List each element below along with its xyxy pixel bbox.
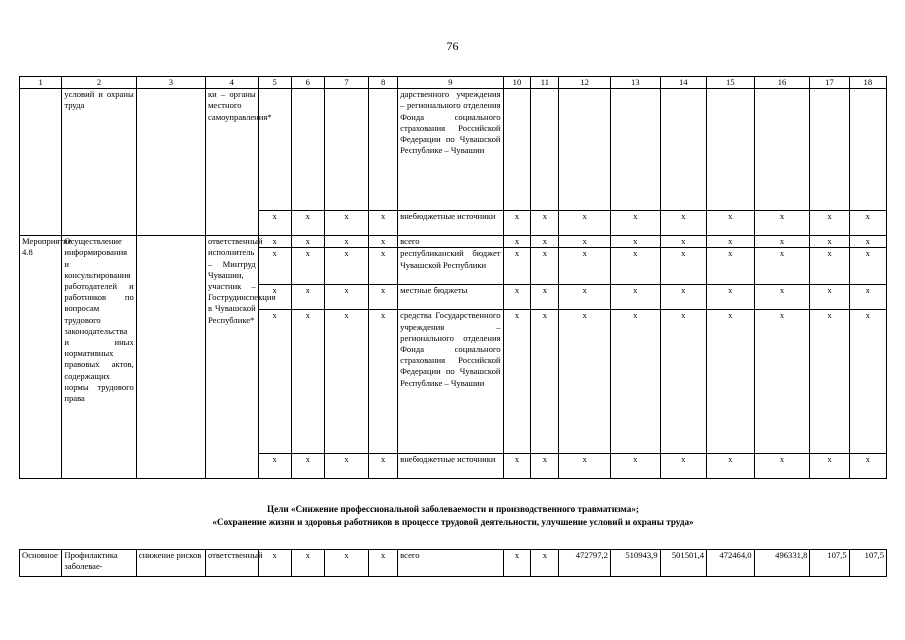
cell-x: x bbox=[258, 550, 291, 577]
cell-x: x bbox=[559, 454, 611, 479]
cell-executor: ки – органы местного самоуправления* bbox=[205, 89, 258, 236]
cell-x: x bbox=[258, 285, 291, 310]
cell-x: x bbox=[660, 310, 707, 454]
cell-x: x bbox=[810, 310, 849, 454]
page-number: 76 bbox=[446, 39, 459, 53]
cell-goal: снижение рисков bbox=[136, 550, 205, 577]
col-num: 8 bbox=[369, 77, 398, 89]
cell-x: x bbox=[559, 285, 611, 310]
cell-x: x bbox=[754, 454, 810, 479]
col-num: 7 bbox=[324, 77, 368, 89]
cell-task: Осуществление информирования и консультирования работодателей и работников по вопросам трудового законодательства и иных нормативных правовых актов, содержащих нормы трудового права bbox=[62, 236, 136, 479]
cell-x: x bbox=[324, 550, 368, 577]
cell-x: x bbox=[324, 236, 368, 248]
cell-x: x bbox=[369, 550, 398, 577]
cell-x: x bbox=[810, 211, 849, 236]
cell-x: x bbox=[559, 236, 611, 248]
cell bbox=[707, 89, 755, 211]
cell-x: x bbox=[369, 310, 398, 454]
cell-x: x bbox=[291, 248, 324, 285]
cell-x: x bbox=[754, 285, 810, 310]
cell bbox=[810, 89, 849, 211]
col-num: 15 bbox=[707, 77, 755, 89]
col-num: 10 bbox=[503, 77, 531, 89]
cell-executor: ответственный исполнитель – Минтруд Чувашии, участник – Гострудинспекция в Чувашской Республике* bbox=[205, 236, 258, 479]
table-row bbox=[20, 89, 887, 211]
cell-x: x bbox=[849, 248, 886, 285]
cell-executor: ответственный bbox=[205, 550, 258, 577]
cell-value: 107,5 bbox=[849, 550, 886, 577]
cell-x: x bbox=[754, 248, 810, 285]
cell-x: x bbox=[660, 236, 707, 248]
cell-measure: Мероприятие 4.8 bbox=[20, 236, 62, 479]
col-num: 14 bbox=[660, 77, 707, 89]
cell-x: x bbox=[503, 550, 531, 577]
cell bbox=[660, 89, 707, 211]
cell-x: x bbox=[291, 211, 324, 236]
cell-measure: Основное bbox=[20, 550, 62, 577]
cell bbox=[324, 89, 368, 211]
col-num: 3 bbox=[136, 77, 205, 89]
cell-x: x bbox=[754, 236, 810, 248]
table-row bbox=[20, 550, 887, 577]
cell-x: x bbox=[369, 454, 398, 479]
goal-line-2: «Сохранение жизни и здоровья работников в процессе трудовой деятельности, улучшение условий и охраны труда» bbox=[212, 516, 694, 527]
cell-x: x bbox=[610, 310, 660, 454]
cell-x: x bbox=[503, 211, 531, 236]
cell-x: x bbox=[707, 310, 755, 454]
cell-x: x bbox=[660, 248, 707, 285]
cell-task: условий и охраны труда bbox=[62, 89, 136, 236]
cell bbox=[291, 89, 324, 211]
cell-x: x bbox=[660, 211, 707, 236]
cell-x: x bbox=[324, 310, 368, 454]
cell-x: x bbox=[559, 211, 611, 236]
cell-value: 496331,8 bbox=[754, 550, 810, 577]
cell-x: x bbox=[503, 236, 531, 248]
cell-task: Профилактика заболевае- bbox=[62, 550, 136, 577]
cell-x: x bbox=[610, 236, 660, 248]
col-num: 11 bbox=[531, 77, 559, 89]
cell bbox=[503, 89, 531, 211]
cell-x: x bbox=[610, 248, 660, 285]
cell-x: x bbox=[324, 285, 368, 310]
cell-x: x bbox=[503, 454, 531, 479]
cell-x: x bbox=[369, 211, 398, 236]
cell-x: x bbox=[291, 454, 324, 479]
cell bbox=[136, 89, 205, 236]
cell bbox=[531, 89, 559, 211]
cell-x: x bbox=[531, 236, 559, 248]
cell-x: x bbox=[503, 248, 531, 285]
cell-x: x bbox=[369, 248, 398, 285]
cell-x: x bbox=[324, 211, 368, 236]
col-num: 9 bbox=[398, 77, 503, 89]
cell-x: x bbox=[531, 310, 559, 454]
cell bbox=[369, 89, 398, 211]
cell-x: x bbox=[258, 248, 291, 285]
cell-x: x bbox=[369, 236, 398, 248]
cell-x: x bbox=[258, 211, 291, 236]
cell-source: внебюджетные источники bbox=[398, 211, 503, 236]
cell-value: 472797,2 bbox=[559, 550, 611, 577]
cell-x: x bbox=[369, 285, 398, 310]
cell-source: средства Государственного учреждения – регионального отделения Фонда социального страхования Российской Федерации по Чувашской Республике – Чувашии bbox=[398, 310, 503, 454]
cell-x: x bbox=[324, 248, 368, 285]
col-num: 6 bbox=[291, 77, 324, 89]
cell-x: x bbox=[258, 310, 291, 454]
cell-x: x bbox=[810, 454, 849, 479]
cell-source: республиканский бюджет Чувашской Республики bbox=[398, 248, 503, 285]
cell-x: x bbox=[810, 248, 849, 285]
cell-x: x bbox=[559, 310, 611, 454]
cell bbox=[849, 89, 886, 211]
goal-line-1: Цели «Снижение профессиональной заболеваемости и производственного травматизма»; bbox=[266, 504, 639, 514]
cell-x: x bbox=[660, 285, 707, 310]
cell-source: всего bbox=[398, 236, 503, 248]
cell-source: внебюджетные источники bbox=[398, 454, 503, 479]
col-num: 1 bbox=[20, 77, 62, 89]
cell-x: x bbox=[610, 211, 660, 236]
cell-source: местные бюджеты bbox=[398, 285, 503, 310]
cell-x: x bbox=[531, 454, 559, 479]
cell-x: x bbox=[610, 454, 660, 479]
cell-x: x bbox=[849, 310, 886, 454]
column-number-row bbox=[20, 77, 887, 89]
cell-x: x bbox=[503, 310, 531, 454]
cell-x: x bbox=[531, 550, 559, 577]
cell-x: x bbox=[707, 248, 755, 285]
cell-value: 501501,4 bbox=[660, 550, 707, 577]
cell bbox=[559, 89, 611, 211]
cell bbox=[136, 236, 205, 479]
cell-source: всего bbox=[398, 550, 503, 577]
cell-x: x bbox=[531, 248, 559, 285]
cell-x: x bbox=[258, 454, 291, 479]
cell-x: x bbox=[531, 285, 559, 310]
cell-x: x bbox=[849, 454, 886, 479]
cell-x: x bbox=[660, 454, 707, 479]
cell bbox=[610, 89, 660, 211]
col-num: 17 bbox=[810, 77, 849, 89]
program-table-next bbox=[19, 549, 887, 577]
cell-x: x bbox=[291, 550, 324, 577]
cell bbox=[754, 89, 810, 211]
col-num: 2 bbox=[62, 77, 136, 89]
cell-source: дарственного учреждения – регионального отделения Фонда социального страхования Российской Федерации по Чувашской Республике – Чувашии bbox=[398, 89, 503, 211]
cell-x: x bbox=[707, 211, 755, 236]
cell-x: x bbox=[291, 285, 324, 310]
cell-value: 510943,9 bbox=[610, 550, 660, 577]
cell-x: x bbox=[849, 211, 886, 236]
cell-value: 472464,0 bbox=[707, 550, 755, 577]
cell-x: x bbox=[707, 285, 755, 310]
col-num: 5 bbox=[258, 77, 291, 89]
cell-x: x bbox=[810, 236, 849, 248]
cell-x: x bbox=[324, 454, 368, 479]
col-num: 18 bbox=[849, 77, 886, 89]
cell-x: x bbox=[810, 285, 849, 310]
cell-x: x bbox=[849, 285, 886, 310]
col-num: 16 bbox=[754, 77, 810, 89]
cell-x: x bbox=[707, 454, 755, 479]
cell-value: 107,5 bbox=[810, 550, 849, 577]
cell-x: x bbox=[503, 285, 531, 310]
cell-x: x bbox=[258, 236, 291, 248]
cell-x: x bbox=[754, 310, 810, 454]
cell-x: x bbox=[291, 236, 324, 248]
cell-x: x bbox=[849, 236, 886, 248]
col-num: 13 bbox=[610, 77, 660, 89]
cell-x: x bbox=[559, 248, 611, 285]
cell-x: x bbox=[754, 211, 810, 236]
cell-x: x bbox=[707, 236, 755, 248]
cell bbox=[20, 89, 62, 236]
col-num: 4 bbox=[205, 77, 258, 89]
col-num: 12 bbox=[559, 77, 611, 89]
cell-x: x bbox=[610, 285, 660, 310]
cell bbox=[258, 89, 291, 211]
program-table bbox=[19, 76, 887, 479]
table-row bbox=[20, 236, 887, 248]
cell-x: x bbox=[291, 310, 324, 454]
goal-heading bbox=[19, 503, 887, 528]
cell-x: x bbox=[531, 211, 559, 236]
